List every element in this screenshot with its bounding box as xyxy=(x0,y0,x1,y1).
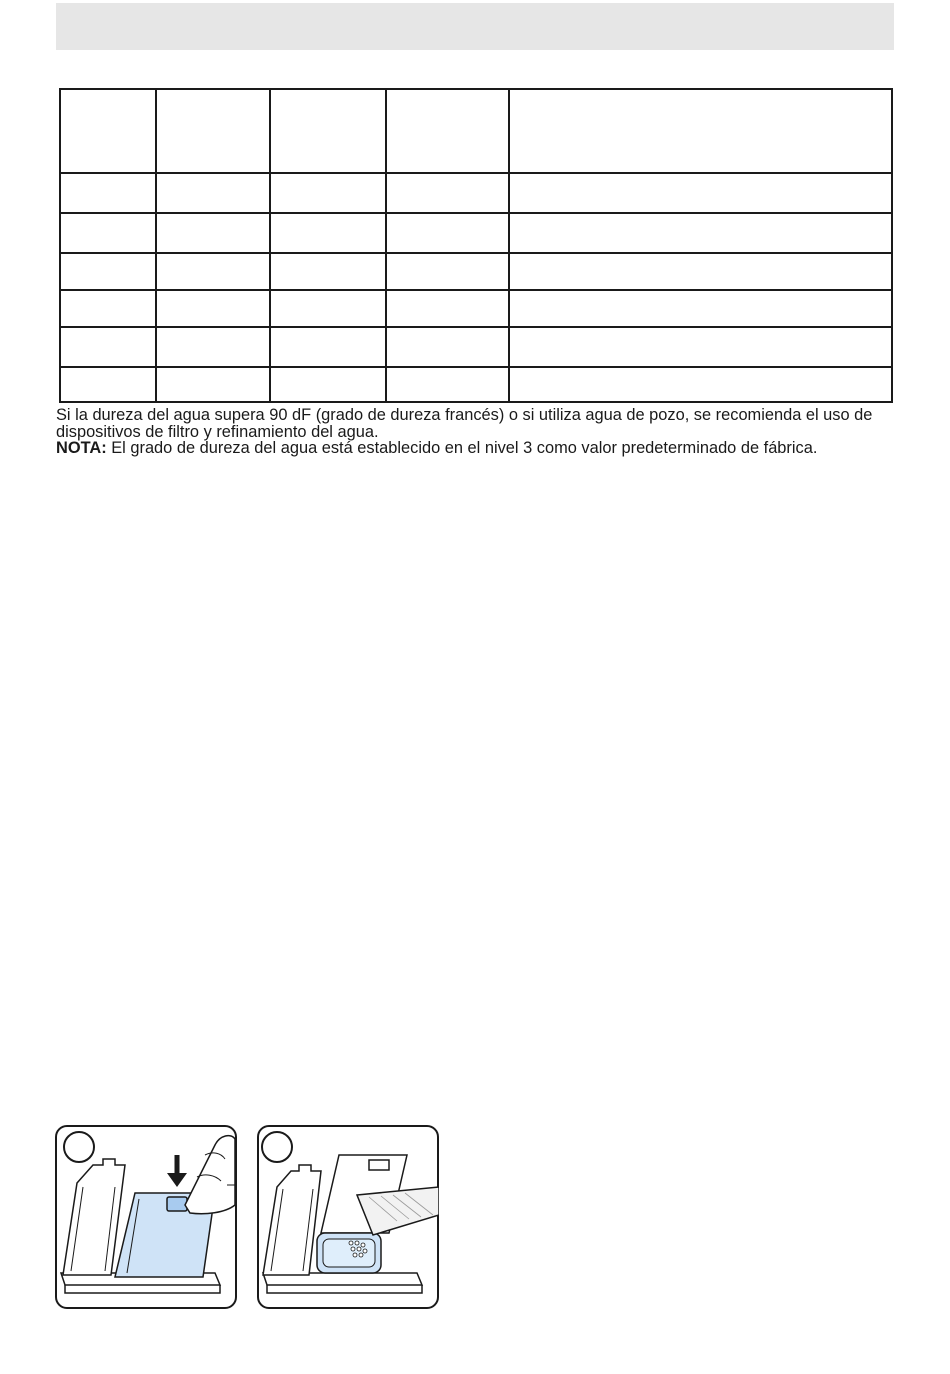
table-cell xyxy=(386,327,509,367)
table-cell xyxy=(270,367,386,402)
table-cell xyxy=(386,89,509,173)
table-cell xyxy=(156,89,270,173)
table-cell xyxy=(270,213,386,253)
table-cell xyxy=(270,173,386,213)
dispenser-open-button-press-icon xyxy=(55,1125,237,1309)
table-row xyxy=(60,290,892,327)
table-row xyxy=(60,253,892,290)
table-cell xyxy=(156,253,270,290)
table-cell xyxy=(156,327,270,367)
nota-label: NOTA: xyxy=(56,439,107,457)
table-cell xyxy=(270,89,386,173)
table-cell xyxy=(60,290,156,327)
table-cell xyxy=(270,327,386,367)
table-row xyxy=(60,213,892,253)
table-row xyxy=(60,173,892,213)
table-cell xyxy=(156,367,270,402)
table-cell xyxy=(60,173,156,213)
table-cell xyxy=(509,89,892,173)
table-cell xyxy=(60,253,156,290)
table-cell xyxy=(60,89,156,173)
figure-open-dispenser xyxy=(55,1125,237,1309)
table-cell xyxy=(509,213,892,253)
table-cell xyxy=(509,367,892,402)
table-cell xyxy=(509,253,892,290)
table-cell xyxy=(270,290,386,327)
table-cell xyxy=(156,173,270,213)
table-cell xyxy=(270,253,386,290)
table-cell xyxy=(60,367,156,402)
table-cell xyxy=(386,173,509,213)
factory-default-note xyxy=(56,440,896,457)
table-row xyxy=(60,327,892,367)
table-header-row xyxy=(60,89,892,173)
water-hardness-notes xyxy=(56,407,896,457)
table-cell xyxy=(60,327,156,367)
table-cell xyxy=(156,290,270,327)
table-cell xyxy=(60,213,156,253)
water-hardness-table xyxy=(59,88,893,403)
table-cell xyxy=(386,290,509,327)
table-cell xyxy=(509,290,892,327)
table-cell xyxy=(386,367,509,402)
table-row xyxy=(60,367,892,402)
figure-fill-detergent xyxy=(257,1125,439,1309)
hardness-warning-text: Si la dureza del agua supera 90 dF (grado de dureza francés) o si utiliza agua de pozo, se recomienda el uso de dispositivos de filtro y refinamiento del agua. xyxy=(56,406,873,441)
dispenser-pour-detergent-icon xyxy=(257,1125,439,1309)
table-cell xyxy=(509,327,892,367)
table-cell xyxy=(156,213,270,253)
header-bar xyxy=(56,3,894,50)
table-cell xyxy=(509,173,892,213)
table-cell xyxy=(386,253,509,290)
table-cell xyxy=(386,213,509,253)
nota-text: El grado de dureza del agua está establecido en el nivel 3 como valor predeterminado de fábrica. xyxy=(106,439,818,457)
